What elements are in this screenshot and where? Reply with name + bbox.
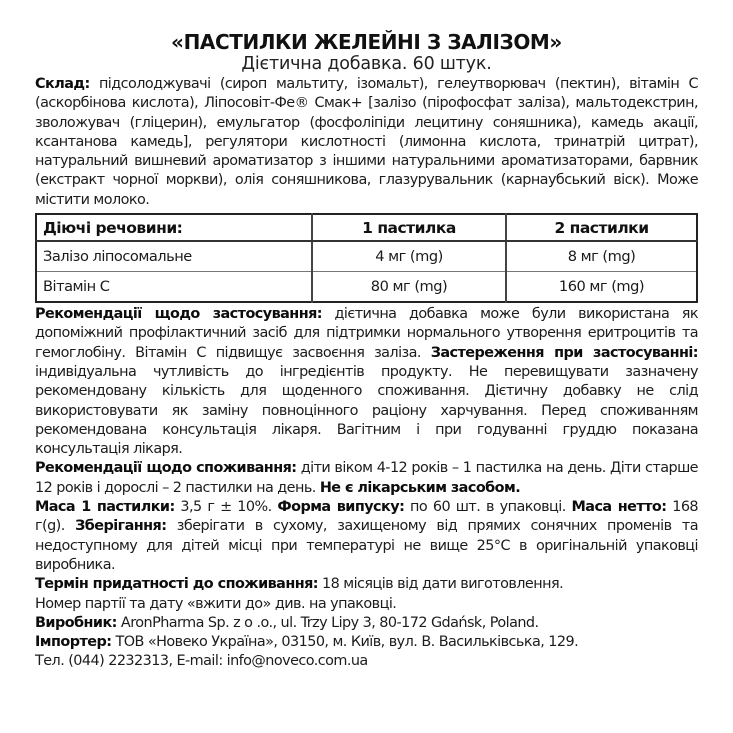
importer-contacts: Тел. (044) 2232313, E-mail: info@noveco.com.ua: [35, 653, 368, 670]
storage-value: зберігати в сухому, захищеному від прямих сонячних променів та недоступному для дітей місці при температурі не вище 25°С в оригінальній упаковці виробника.: [35, 518, 698, 573]
net-mass-value: 168 г(g).: [35, 499, 699, 535]
importer-section: [35, 633, 698, 652]
usage-text: дієтична добавка може були використана як допоміжний профілактичний засіб для підтримки нормального утворення еритроцитів та гемоглобіну. Вітамін С підвищує засвоєння заліза.: [35, 306, 699, 361]
product-label: [35, 30, 698, 672]
composition-label: Склад:: [35, 76, 90, 92]
mass-value: 3,5 г ± 10%.: [180, 499, 272, 516]
importer-value: ТОВ «Новеко Україна», 03150, м. Київ, вул. В. Васильківська, 129.: [115, 634, 579, 651]
table-cell: Залізо ліпосомальне: [36, 241, 312, 272]
warnings-text: індивідуальна чутливість до інгредієнтів продукту. Не перевищувати зазначену рекомендовану кількість для щоденного споживання. Дієтичну добавку не слід використовувати як заміну повноцінного раціону харчування. Перед споживанням рекомендована консультація лікаря. Вагітним і при годуванні груддю показана консультація лікаря.: [35, 363, 698, 458]
table-row: [36, 272, 697, 303]
table-header-cell: 1 пастилка: [312, 214, 506, 241]
table-cell: Вітамін С: [36, 272, 312, 303]
usage-label: Рекомендації щодо застосування:: [35, 306, 322, 323]
consumption-section: [35, 459, 698, 498]
table-cell: 80 мг (mg): [312, 272, 506, 303]
composition-section: [35, 75, 698, 210]
product-title: «ПАСТИЛКИ ЖЕЛЕЙНІ З ЗАЛІЗОМ»: [171, 30, 562, 54]
table-cell: 160 мг (mg): [506, 272, 697, 303]
mass-label: Маса 1 пастилки:: [35, 499, 175, 516]
form-value: по 60 шт. в упаковці.: [410, 499, 566, 516]
not-medicine-notice: Не є лікарським засобом.: [319, 479, 521, 496]
table-header-cell: Діючі речовини:: [36, 214, 312, 241]
usage-and-warnings-section: [35, 305, 698, 459]
shelf-life-section: [35, 575, 698, 594]
manufacturer-label: Виробник:: [35, 614, 117, 631]
manufacturer-section: [35, 614, 698, 633]
specs-section: [35, 498, 698, 575]
form-label: Форма випуску:: [277, 499, 405, 516]
consumption-label: Рекомендації щодо споживання:: [35, 460, 297, 477]
active-ingredients-table: [35, 213, 698, 303]
storage-label: Зберігання:: [75, 518, 167, 535]
table-header-row: [36, 214, 697, 241]
consumption-text: діти віком 4-12 років – 1 пастилка на день. Діти старше 12 років і дорослі – 2 пастилки на день.: [35, 460, 698, 496]
table-header-cell: 2 пастилки: [506, 214, 697, 241]
product-subtitle: Дієтична добавка. 60 штук.: [241, 54, 492, 74]
batch-note: Номер партії та дату «вжити до» див. на упаковці.: [35, 595, 397, 612]
table-cell: 8 мг (mg): [506, 241, 697, 272]
composition-text: підсолоджувачі (сироп мальтиту, ізомальт), гелеутворювач (пектин), вітамін С (аскорбінова кислота), Ліпосовіт-Фе® Смак+ [залізо (пірофосфат заліза), мальтодекстрин, зволожувач (гліцерин), емульгатор (фосфоліпіди лецитину соняшника), камедь акації, ксантанова камедь], регулятори кислотності (лимонна кислота, тринатрій цитрат), натуральний вишневий ароматизатор з іншими натуральними ароматизаторами, барвник (екстракт чорної моркви), олія соняшникова, глазурувальник (карнаубський віск). Може містити молоко.: [35, 76, 698, 208]
table-cell: 4 мг (mg): [312, 241, 506, 272]
net-mass-label: Маса нетто:: [571, 499, 667, 516]
shelf-life-value: 18 місяців від дати виготовлення.: [322, 576, 564, 593]
importer-label: Імпортер:: [35, 634, 112, 651]
warnings-label: Застереження при застосуванні:: [430, 344, 698, 361]
shelf-life-label: Термін придатності до споживання:: [35, 576, 318, 593]
manufacturer-value: AronPharma Sp. z o .o., ul. Trzy Lipy 3, 80-172 Gdańsk, Poland.: [120, 614, 539, 631]
table-row: [36, 241, 697, 272]
